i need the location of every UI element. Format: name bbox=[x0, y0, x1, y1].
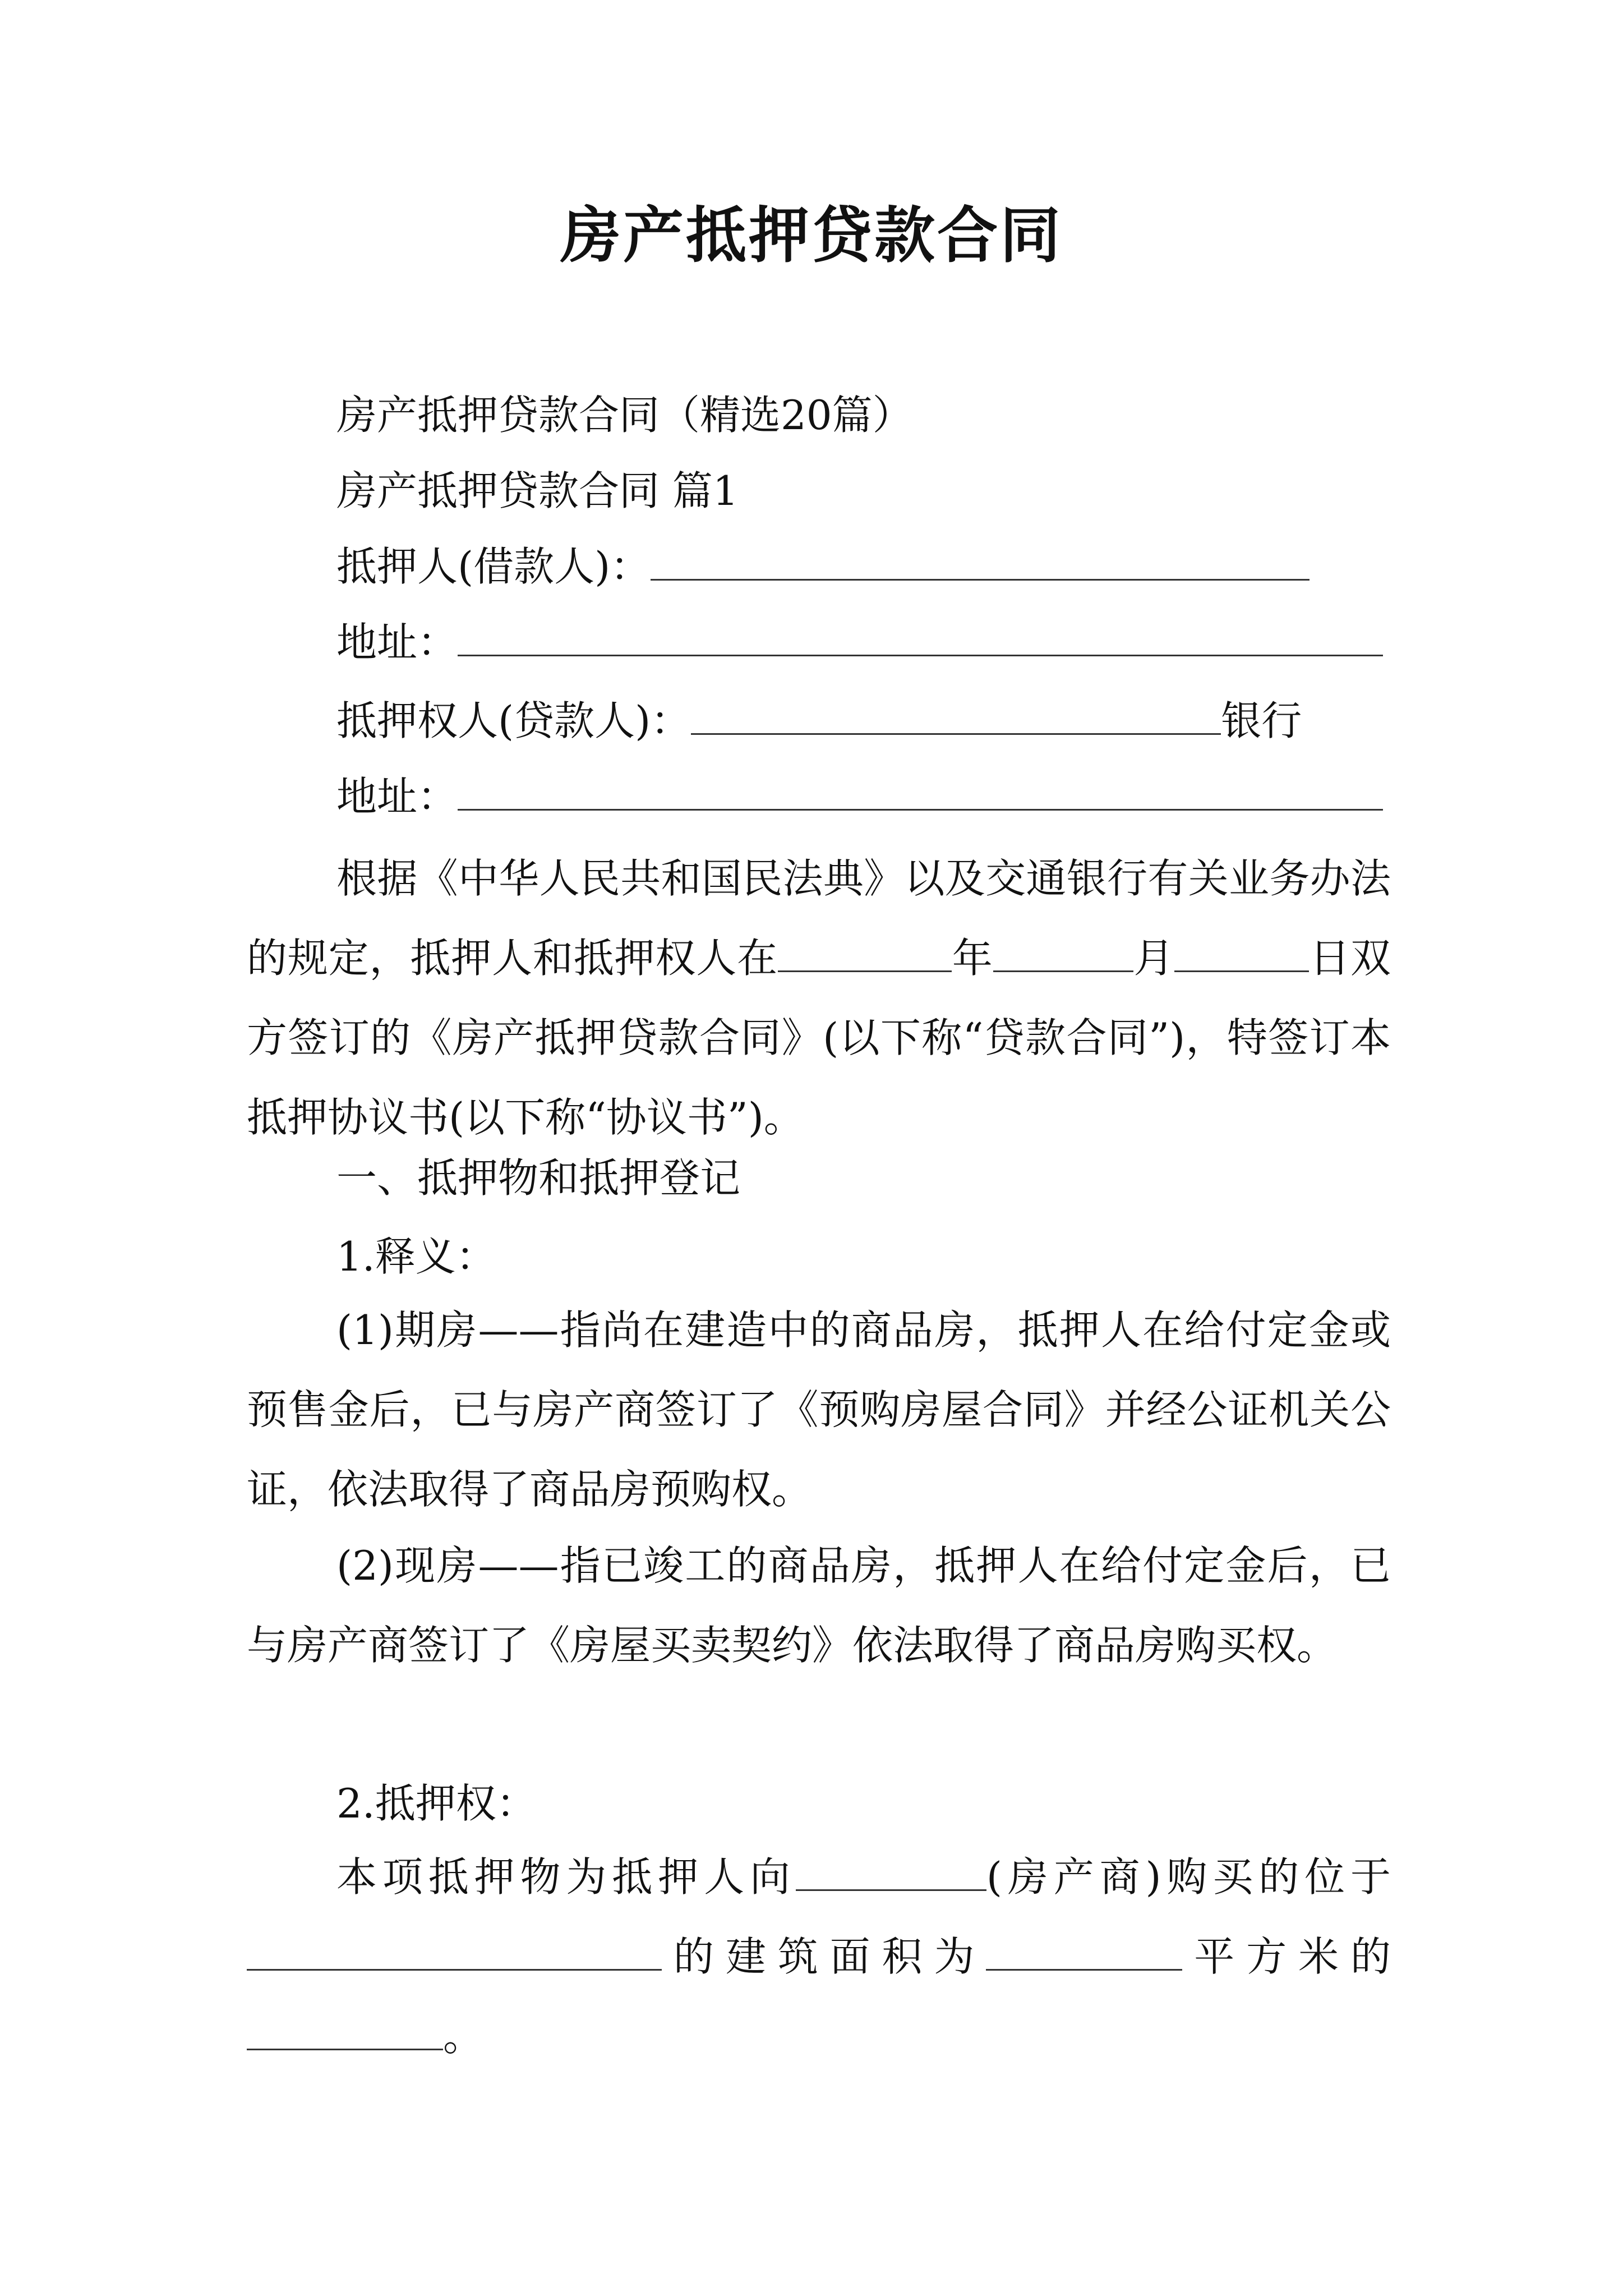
location-blank bbox=[247, 1934, 662, 1971]
item-heading: 2.抵押权： bbox=[336, 1780, 537, 1827]
address-label: 地址： bbox=[336, 773, 458, 820]
basis-paragraph bbox=[247, 839, 1391, 1157]
month-blank bbox=[993, 936, 1133, 972]
collateral-paragraph bbox=[247, 1837, 1391, 2076]
year-label: 年 bbox=[951, 935, 993, 982]
property-blank bbox=[247, 2014, 443, 2050]
bank-suffix: 银行 bbox=[1221, 697, 1302, 744]
collateral-end: 。 bbox=[443, 2013, 484, 2060]
collateral-text-1: 本项抵押物为抵押人向 bbox=[336, 1853, 796, 1901]
address-blank bbox=[458, 620, 1383, 656]
developer-blank bbox=[796, 1855, 986, 1891]
day-blank bbox=[1174, 936, 1309, 972]
month-label: 月 bbox=[1133, 935, 1175, 982]
mortgagor-line bbox=[336, 539, 1310, 595]
item-heading: 1.释义： bbox=[336, 1233, 496, 1280]
address-blank bbox=[458, 774, 1383, 811]
mortgagee-label: 抵押权人(贷款人)： bbox=[336, 697, 691, 744]
chapter-heading: 房产抵押贷款合同 篇1 bbox=[336, 467, 739, 514]
mortgagee-line bbox=[336, 693, 1302, 749]
document-subtitle: 房产抵押贷款合同（精选20篇） bbox=[336, 392, 913, 439]
area-blank bbox=[986, 1934, 1182, 1971]
basis-text-2: 日双方签订的《房产抵押贷款合同》(以下称“贷款合同”)，特签订本抵押协议书(以下称“协议书”)。 bbox=[247, 935, 1391, 1141]
collateral-text-4: 平方米的 bbox=[1182, 1933, 1391, 1980]
mortgagor-label: 抵押人(借款人)： bbox=[336, 543, 651, 590]
year-blank bbox=[778, 936, 952, 972]
address-line-2 bbox=[336, 769, 1383, 825]
collateral-text-3: 的建筑面积为 bbox=[662, 1933, 986, 1980]
document-title: 房产抵押贷款合同 bbox=[560, 200, 1063, 271]
basis-text-1: 根据《中华人民共和国民法典》以及交通银行有关业务办法的规定，抵押人和抵押权人在 bbox=[247, 855, 1391, 982]
address-label: 地址： bbox=[336, 619, 458, 666]
collateral-text-2: (房产商)购买的位于 bbox=[986, 1853, 1391, 1901]
mortgagee-blank bbox=[691, 698, 1221, 735]
mortgagor-blank bbox=[651, 544, 1310, 581]
address-line-1 bbox=[336, 614, 1383, 670]
section-heading: 一、抵押物和抵押登记 bbox=[336, 1154, 741, 1202]
definition-paragraph: (1)期房——指尚在建造中的商品房，抵押人在给付定金或预售金后，已与房产商签订了《预购房屋合同》并经公证机关公证，依法取得了商品房预购权。 bbox=[247, 1306, 1391, 1513]
definition-paragraph: (2)现房——指已竣工的商品房，抵押人在给付定金后，已与房产商签订了《房屋买卖契约》依法取得了商品房购买权。 bbox=[247, 1542, 1391, 1669]
